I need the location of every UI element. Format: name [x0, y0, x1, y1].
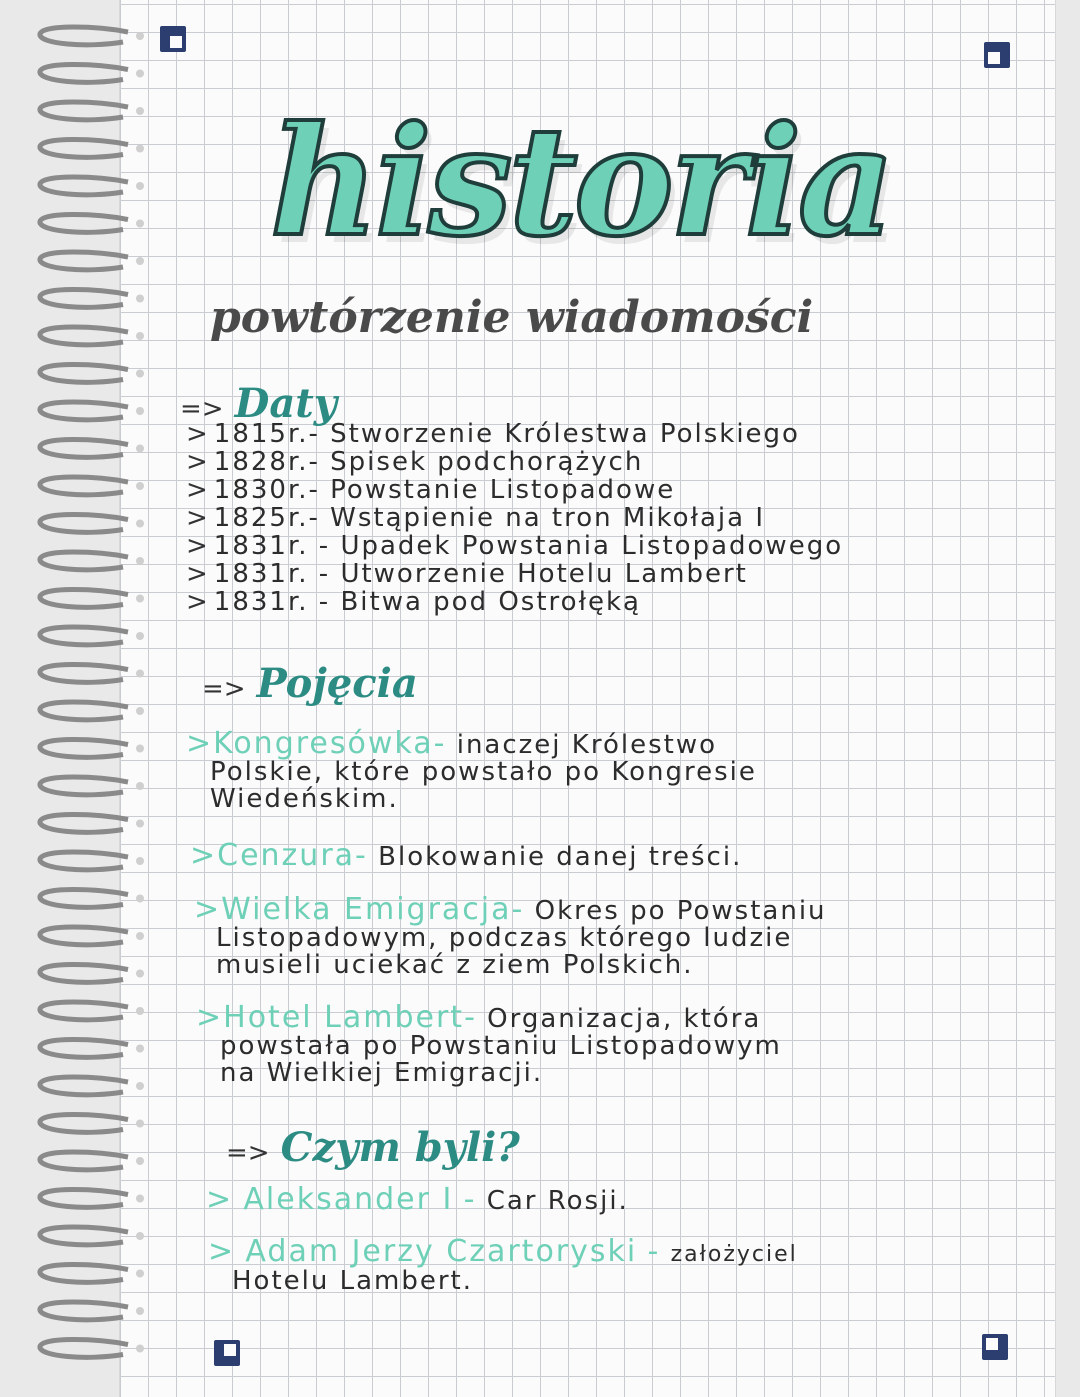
concept-term: Cenzura — [217, 838, 356, 873]
spiral-ring — [40, 1002, 128, 1020]
spiral-hole — [136, 107, 144, 115]
spiral-ring — [40, 1302, 128, 1320]
spiral-ring — [40, 552, 128, 570]
spiral-ring — [40, 65, 128, 83]
spiral-hole — [136, 970, 144, 978]
arrow-icon: => — [226, 1138, 270, 1168]
spiral-ring — [40, 1227, 128, 1245]
spiral-ring — [40, 27, 128, 45]
spiral-hole — [136, 782, 144, 790]
arrow-icon: => — [202, 674, 246, 704]
page-subtitle: powtórzenie wiadomości — [210, 292, 814, 343]
spiral-ring — [40, 1190, 128, 1208]
spiral-hole — [136, 745, 144, 753]
spiral-ring — [40, 1152, 128, 1170]
concept-term: Wielka Emigracja — [221, 892, 512, 927]
spiral-hole — [136, 857, 144, 865]
spiral-binding — [28, 18, 158, 1388]
spiral-ring — [40, 515, 128, 533]
list-item: > 1815r.- Stworzenie Królestwa Polskiego — [186, 419, 800, 449]
spiral-hole — [136, 520, 144, 528]
spiral-ring — [40, 140, 128, 158]
spiral-hole — [136, 557, 144, 565]
spiral-ring — [40, 965, 128, 983]
spiral-ring — [40, 177, 128, 195]
spiral-hole — [136, 595, 144, 603]
spiral-ring — [40, 440, 128, 458]
spiral-hole — [136, 1120, 144, 1128]
corner-mark-bottom-right — [982, 1334, 1008, 1360]
concept-term: Kongresówka — [213, 726, 434, 761]
spiral-ring — [40, 590, 128, 608]
spiral-hole — [136, 1270, 144, 1278]
spiral-ring — [40, 1265, 128, 1283]
list-item: > 1831r. - Bitwa pod Ostrołęką — [186, 587, 641, 617]
spiral-hole — [136, 1307, 144, 1315]
page-title: historia — [270, 94, 892, 270]
spiral-ring — [40, 290, 128, 308]
corner-mark-top-left — [160, 26, 186, 52]
spiral-hole — [136, 182, 144, 190]
spiral-ring — [40, 852, 128, 870]
spiral-hole — [136, 295, 144, 303]
arrow-icon: => — [180, 394, 224, 424]
spiral-ring — [40, 890, 128, 908]
concept-term: Hotel Lambert — [223, 1000, 465, 1035]
spiral-hole — [136, 1195, 144, 1203]
spiral-hole — [136, 145, 144, 153]
corner-mark-top-right — [984, 42, 1010, 68]
spiral-ring — [40, 927, 128, 945]
list-item: > 1825r.- Wstąpienie na tron Mikołaja I — [186, 503, 765, 533]
corner-mark-bottom-left — [214, 1340, 240, 1366]
spiral-hole — [136, 1345, 144, 1353]
spiral-ring — [40, 1077, 128, 1095]
spiral-ring — [40, 665, 128, 683]
spiral-hole — [136, 220, 144, 228]
concept-item: >Kongresówka- inaczej Królestwo Polskie, które powstało po Kongresie Wiedeńskim. — [186, 726, 757, 814]
spiral-hole — [136, 370, 144, 378]
spiral-hole — [136, 895, 144, 903]
list-item: > 1828r.- Spisek podchorążych — [186, 447, 644, 477]
person-name: Aleksander I — [243, 1182, 454, 1217]
list-item: > 1830r.- Powstanie Listopadowe — [186, 475, 676, 505]
spiral-ring — [40, 252, 128, 270]
person-item: > Adam Jerzy Czartoryski - założyciel Hotelu Lambert. — [208, 1234, 798, 1296]
spiral-ring — [40, 702, 128, 720]
list-item: > 1831r. - Utworzenie Hotelu Lambert — [186, 559, 748, 589]
spiral-ring — [40, 402, 128, 420]
spiral-ring — [40, 627, 128, 645]
person-name: Adam Jerzy Czartoryski — [245, 1234, 638, 1269]
section-concepts-heading — [202, 660, 418, 707]
spiral-hole — [136, 332, 144, 340]
concept-item: >Hotel Lambert- Organizacja, która powstała po Powstaniu Listopadowym na Wielkiej Emigracji. — [196, 1000, 782, 1088]
spiral-hole — [136, 707, 144, 715]
spiral-ring — [40, 777, 128, 795]
spiral-hole — [136, 670, 144, 678]
spiral-ring — [40, 740, 128, 758]
spiral-ring — [40, 1040, 128, 1058]
spiral-ring — [40, 102, 128, 120]
section-heading-text: Pojęcia — [256, 660, 418, 707]
spiral-hole — [136, 1157, 144, 1165]
spiral-hole — [136, 632, 144, 640]
person-item: > Aleksander I - Car Rosji. — [206, 1182, 629, 1217]
spiral-hole — [136, 820, 144, 828]
spiral-hole — [136, 257, 144, 265]
spiral-ring — [40, 1115, 128, 1133]
concept-item: >Wielka Emigracja- Okres po Powstaniu Listopadowym, podczas którego ludzie musieli uciekać z ziem Polskich. — [194, 892, 827, 980]
concept-item: >Cenzura- Blokowanie danej treści. — [190, 838, 743, 873]
section-heading-text: Czym byli? — [280, 1124, 520, 1171]
list-item: > 1831r. - Upadek Powstania Listopadowego — [186, 531, 844, 561]
spiral-hole — [136, 1007, 144, 1015]
dates-list — [186, 420, 1016, 616]
spiral-ring — [40, 477, 128, 495]
spiral-hole — [136, 1082, 144, 1090]
spiral-hole — [136, 932, 144, 940]
spiral-hole — [136, 407, 144, 415]
spiral-hole — [136, 482, 144, 490]
spiral-ring — [40, 327, 128, 345]
spiral-hole — [136, 32, 144, 40]
spiral-hole — [136, 1232, 144, 1240]
spiral-hole — [136, 445, 144, 453]
spiral-hole — [136, 1045, 144, 1053]
spiral-ring — [40, 365, 128, 383]
spiral-ring — [40, 215, 128, 233]
spiral-hole — [136, 70, 144, 78]
spiral-ring — [40, 815, 128, 833]
section-people-heading — [226, 1124, 520, 1171]
spiral-ring — [40, 1340, 128, 1358]
section-heading-text: Daty — [234, 380, 337, 427]
